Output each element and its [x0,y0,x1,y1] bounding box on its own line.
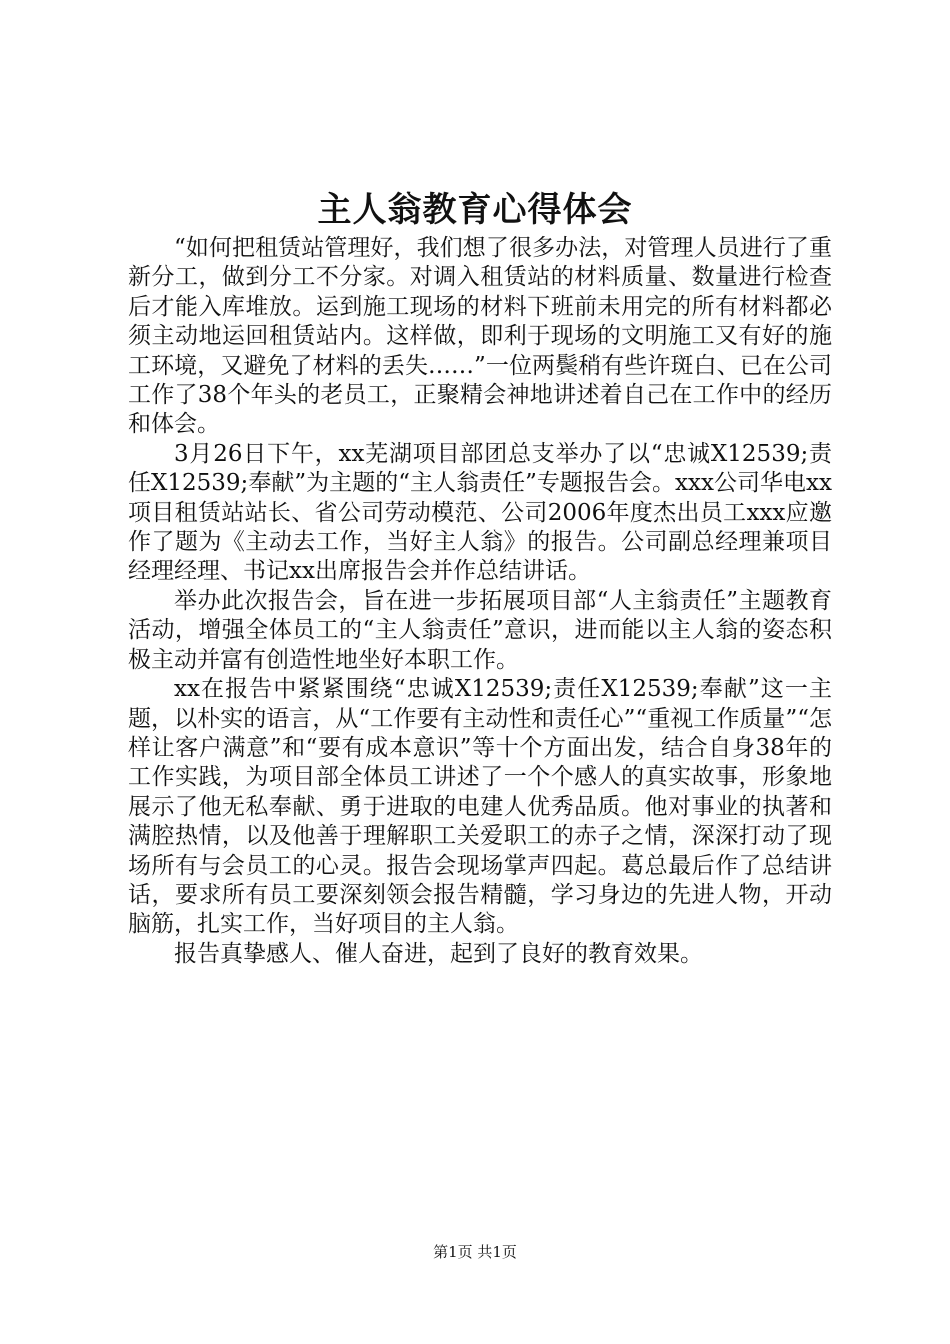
paragraph-3: 举办此次报告会，旨在进一步拓展项目部“人主翁责任”主题教育活动，增强全体员工的“主人翁责任”意识，进而能以主人翁的姿态积极主动并富有创造性地坐好本职工作。 [128,587,832,673]
document-body [128,234,832,969]
page-footer: 第1页 共1页 [433,1243,517,1261]
paragraph-2: 3月26日下午，xx芜湖项目部团总支举办了以“忠诚X12539;责任X12539;奉献”为主题的“主人翁责任”专题报告会。xxx公司华电xx项目租赁站站长、省公司劳动模范、公司2006年度杰出员工xxx应邀作了题为《主动去工作，当好主人翁》的报告。公司副总经理兼项目经理经理、书记xx出席报告会并作总结讲话。 [128,440,832,585]
paragraph-5: 报告真挚感人、催人奋进，起到了良好的教育效果。 [174,940,703,967]
document-title: 主人翁教育心得体会 [317,190,633,230]
paragraph-1: “如何把租赁站管理好，我们想了很多办法，对管理人员进行了重新分工，做到分工不分家。对调入租赁站的材料质量、数量进行检查后才能入库堆放。运到施工现场的材料下班前未用完的所有材料都必须主动地运回租赁站内。这样做，即利于现场的文明施工又有好的施工环境，又避免了材料的丢失……”一位两鬓稍有些许斑白、已在公司工作了38个年头的老员工，正聚精会神地讲述着自己在工作中的经历和体会。 [128,235,832,438]
paragraph-4: xx在报告中紧紧围绕“忠诚X12539;责任X12539;奉献”这一主题，以朴实的语言，从“工作要有主动性和责任心”“重视工作质量”“怎样让客户满意”和“要有成本意识”等十个方面出发，结合自身38年的工作实践，为项目部全体员工讲述了一个个感人的真实故事，形象地展示了他无私奉献、勇于进取的电建人优秀品质。他对事业的执著和满腔热情，以及他善于理解职工关爱职工的赤子之情，深深打动了现场所有与会员工的心灵。报告会现场掌声四起。葛总最后作了总结讲话，要求所有员工要深刻领会报告精髓，学习身边的先进人物，开动脑筋，扎实工作，当好项目的主人翁。 [128,676,832,938]
